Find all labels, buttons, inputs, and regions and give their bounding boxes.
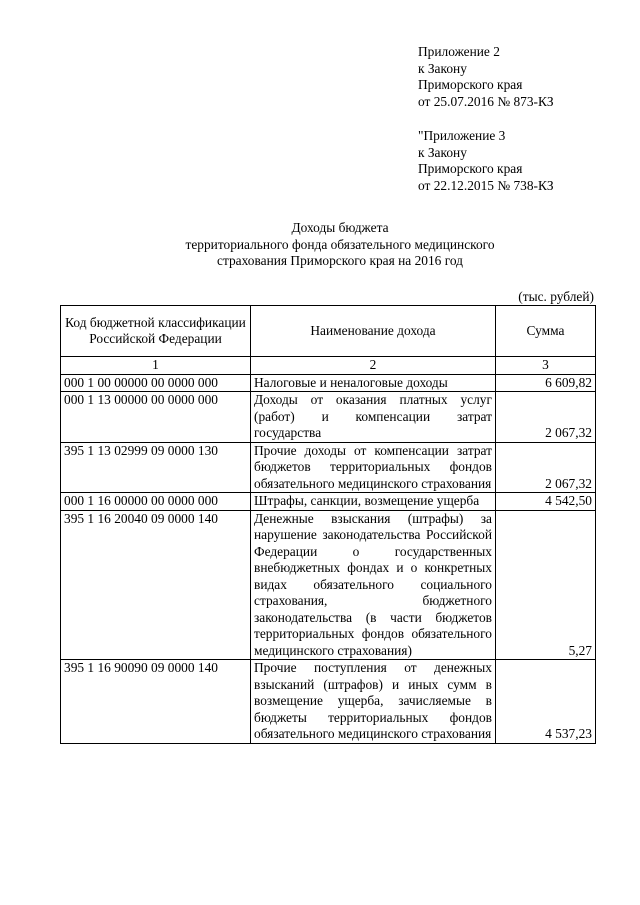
title-line: Доходы бюджета	[291, 220, 389, 235]
document-title	[0, 220, 640, 270]
appendix-line: "Приложение 3	[418, 128, 506, 143]
row-code: 000 1 00 00000 00 0000 000	[61, 374, 251, 392]
row-code: 000 1 16 00000 00 0000 000	[61, 493, 251, 511]
column-number: 1	[61, 357, 251, 375]
row-code: 395 1 16 90090 09 0000 140	[61, 660, 251, 744]
appendix-line: Приморского края	[418, 161, 523, 176]
table-row	[61, 392, 596, 443]
header-name: Наименование дохода	[251, 306, 496, 357]
column-number: 3	[496, 357, 596, 375]
table-header-row	[61, 306, 596, 357]
row-name: Денежные взыскания (штрафы) за нарушение законодательства Российской Федерации о государственных внебюджетных фондах и о конкретных видах обязательного социального страхования, бюджетного законодательства (в части бюджетов территориальных фондов обязательного медицинского страхования)	[251, 510, 496, 660]
row-name: Налоговые и неналоговые доходы	[251, 374, 496, 392]
table-row	[61, 493, 596, 511]
appendix-line: от 25.07.2016 № 873-КЗ	[418, 93, 554, 109]
appendix-line: от 22.12.2015 № 738-КЗ	[418, 177, 554, 193]
row-code: 395 1 13 02999 09 0000 130	[61, 442, 251, 493]
row-name: Прочие поступления от денежных взысканий (штрафов) и иных сумм в возмещение ущерба, зачисляемые в бюджеты территориальных фондов обязательного медицинского страхования	[251, 660, 496, 744]
row-name: Прочие доходы от компенсации затрат бюджетов территориальных фондов обязательного медицинского страхования	[251, 442, 496, 493]
row-code: 395 1 16 20040 09 0000 140	[61, 510, 251, 660]
row-sum: 4 537,23	[496, 660, 596, 744]
appendix-line: к Закону	[418, 144, 467, 160]
row-code: 000 1 13 00000 00 0000 000	[61, 392, 251, 443]
row-sum: 2 067,32	[496, 392, 596, 443]
table-row	[61, 660, 596, 744]
table-row	[61, 510, 596, 660]
units-note: (тыс. рублей)	[518, 289, 594, 304]
header-code: Код бюджетной классификации Российской Федерации	[61, 306, 251, 357]
appendix-reference-current	[418, 44, 628, 110]
row-sum: 2 067,32	[496, 442, 596, 493]
appendix-line: Приморского края	[418, 77, 523, 92]
row-sum: 5,27	[496, 510, 596, 660]
row-name: Доходы от оказания платных услуг (работ) и компенсации затрат государства	[251, 392, 496, 443]
title-line: территориального фонда обязательного медицинского	[185, 236, 495, 252]
appendix-line: Приложение 2	[418, 44, 500, 59]
row-sum: 4 542,50	[496, 493, 596, 511]
appendix-line: к Закону	[418, 60, 467, 76]
row-sum: 6 609,82	[496, 374, 596, 392]
income-table	[60, 305, 596, 744]
table-row	[61, 442, 596, 493]
column-number: 2	[251, 357, 496, 375]
column-numbers-row	[61, 357, 596, 375]
title-line: страхования Приморского края на 2016 год	[217, 253, 463, 268]
header-sum: Сумма	[496, 306, 596, 357]
table-row	[61, 374, 596, 392]
row-name: Штрафы, санкции, возмещение ущерба	[251, 493, 496, 511]
appendix-reference-previous	[418, 128, 628, 194]
